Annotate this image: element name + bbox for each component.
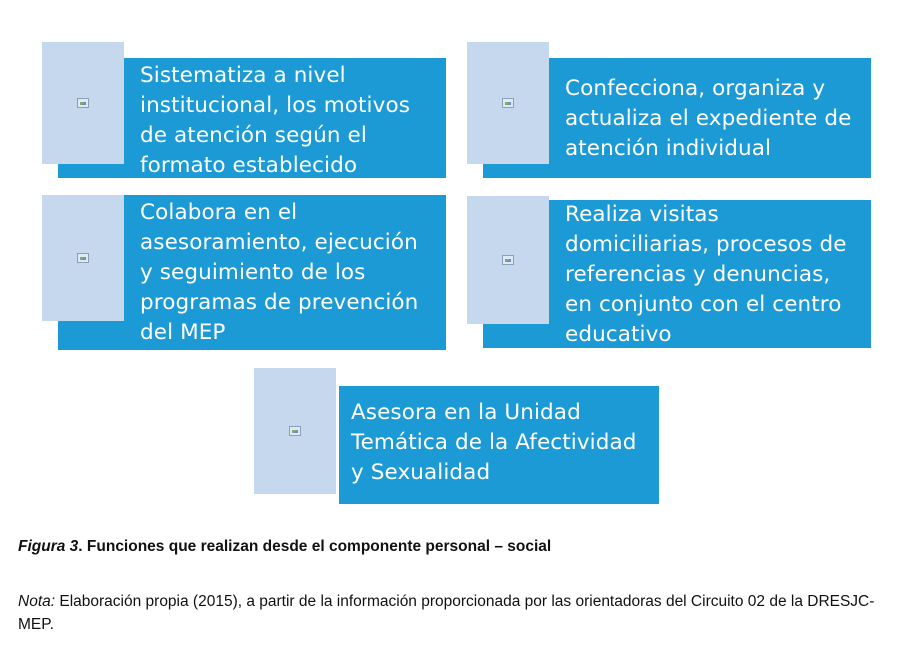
- broken-image-icon: [77, 253, 89, 263]
- function-tile-4: [467, 196, 549, 324]
- figure-caption: [18, 538, 551, 556]
- function-tile-3: [42, 195, 124, 321]
- function-tile-1: [42, 42, 124, 164]
- function-text-5: Asesora en la Unidad Temática de la Afectividad y Sexualidad: [351, 400, 637, 485]
- broken-image-icon: [289, 426, 301, 436]
- figure-note-text: Elaboración propia (2015), a partir de la información proporcionada por las orientadoras del Circuito 02 de la DRESJC- MEP.: [18, 593, 875, 633]
- figure-note-label: Nota:: [18, 593, 56, 610]
- function-tile-2: [467, 42, 549, 164]
- function-text-1: Sistematiza a nivel institucional, los motivos de atención según el formato establecido: [140, 63, 410, 178]
- broken-image-icon: [502, 255, 514, 265]
- function-box-5: [339, 386, 659, 504]
- function-text-3: Colabora en el asesoramiento, ejecución y seguimiento de los programas de prevención del MEP: [140, 200, 419, 345]
- function-text-4: Realiza visitas domiciliarias, procesos de referencias y denuncias, en conjunto con el centro educativo: [565, 202, 847, 347]
- figure-note: [18, 590, 898, 636]
- figure-caption-text: . Funciones que realizan desde el componente personal – social: [78, 538, 552, 555]
- function-text-2: Confecciona, organiza y actualiza el expediente de atención individual: [565, 76, 852, 161]
- figure-caption-label: Figura 3: [18, 538, 79, 555]
- function-tile-5: [254, 368, 336, 494]
- broken-image-icon: [77, 98, 89, 108]
- broken-image-icon: [502, 98, 514, 108]
